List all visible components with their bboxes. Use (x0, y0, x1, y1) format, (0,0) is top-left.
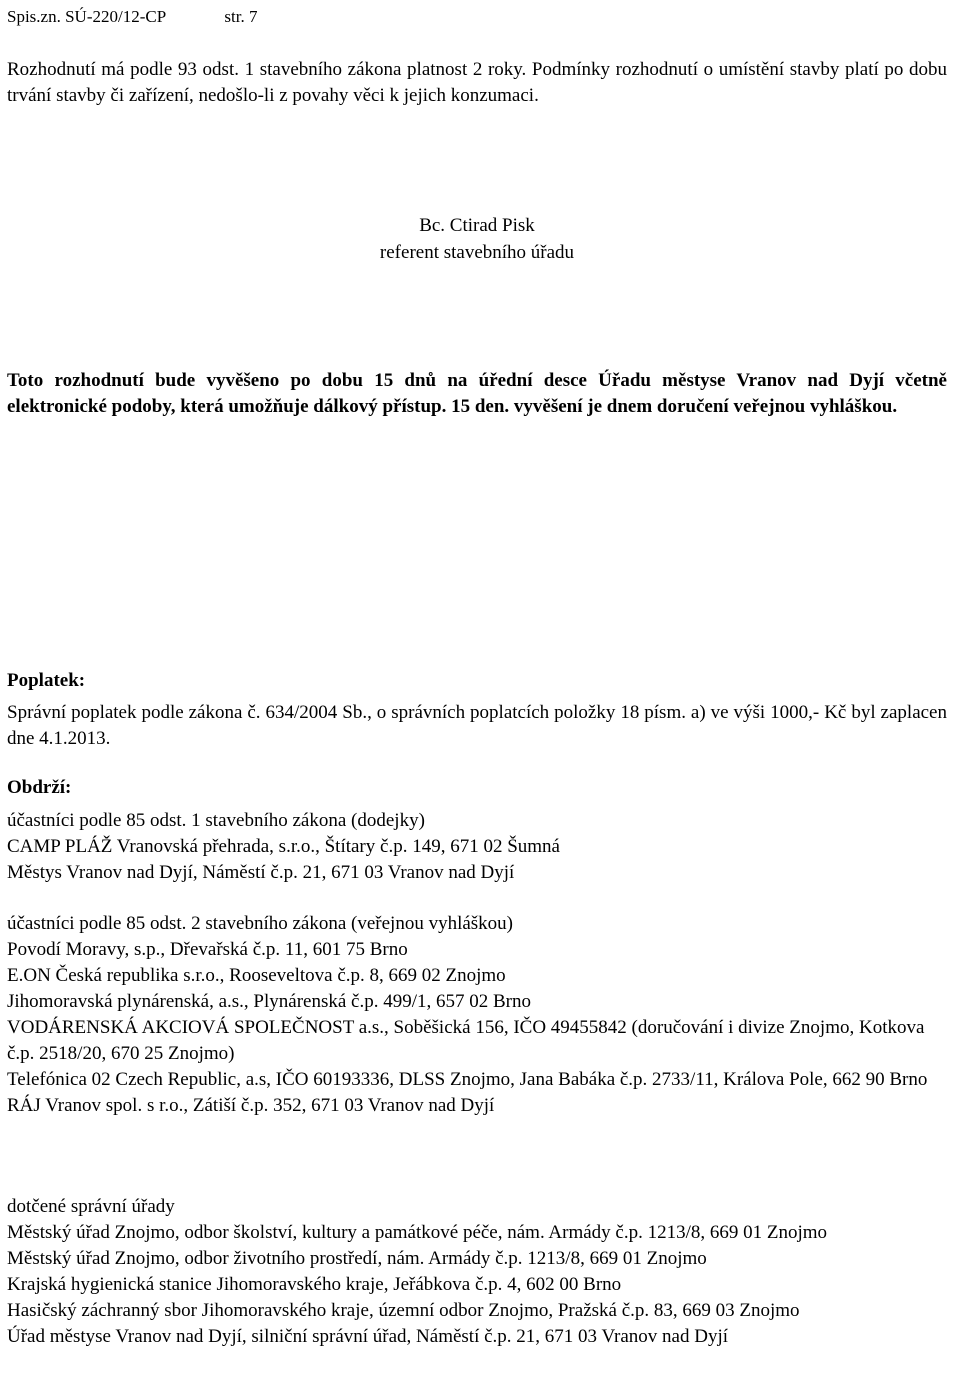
file-reference: Spis.zn. SÚ-220/12-CP (7, 7, 167, 26)
list-item: Městys Vranov nad Dyjí, Náměstí č.p. 21, 671 03 Vranov nad Dyjí (7, 862, 515, 883)
list-item: účastníci podle 85 odst. 1 stavebního zákona (dodejky) (7, 810, 425, 831)
list-item: dotčené správní úřady (7, 1196, 175, 1217)
list-item: Krajská hygienická stanice Jihomoravského kraje, Jeřábkova č.p. 4, 602 00 Brno (7, 1274, 622, 1295)
list-item: účastníci podle 85 odst. 2 stavebního zákona (veřejnou vyhláškou) (7, 913, 514, 934)
fee-heading: Poplatek: (7, 670, 86, 691)
signer-role: referent stavebního úřadu (379, 242, 575, 263)
recipients-group-authorities (7, 1194, 947, 1350)
list-item: Telefónica 02 Czech Republic, a.s, IČO 60193336, DLSS Znojmo, Jana Babáka č.p. 2733/11, Králova Pole, 662 90 Brno (7, 1069, 928, 1090)
fee-paragraph: Správní poplatek podle zákona č. 634/2004 Sb., o správních poplatcích položky 18 písm. a) ve výši 1000,- Kč byl zaplacen dne 4.1.2013. (7, 702, 947, 749)
page-number: str. 7 (224, 7, 258, 26)
recipients-heading: Obdrží: (7, 777, 72, 798)
list-item: E.ON Česká republika s.r.o., Rooseveltova č.p. 8, 669 02 Znojmo (7, 965, 506, 986)
list-item: VODÁRENSKÁ AKCIOVÁ SPOLEČNOST a.s., Soběšická 156, IČO 49455842 (doručování i divize Znojmo, Kotkova č.p. 2518/20, 670 25 Znojmo) (7, 1017, 925, 1064)
list-item: Úřad městyse Vranov nad Dyjí, silniční správní úřad, Náměstí č.p. 21, 671 03 Vranov nad Dyjí (7, 1326, 728, 1347)
list-item: CAMP PLÁŽ Vranovská přehrada, s.r.o., Štítary č.p. 149, 671 02 Šumná (7, 836, 560, 857)
list-item: Povodí Moravy, s.p., Dřevařská č.p. 11, 601 75 Brno (7, 939, 408, 960)
list-item: RÁJ Vranov spol. s r.o., Zátiší č.p. 352, 671 03 Vranov nad Dyjí (7, 1095, 495, 1116)
recipients-group-participants-85-2 (7, 911, 947, 1119)
validity-paragraph: Rozhodnutí má podle 93 odst. 1 stavebního zákona platnost 2 roky. Podmínky rozhodnutí o umístění stavby platí po dobu trvání stavby či zařízení, nedošlo-li z povahy věci k jejich konzumaci. (7, 59, 947, 106)
signature-block (7, 212, 947, 266)
list-item: Městský úřad Znojmo, odbor životního prostředí, nám. Armády č.p. 1213/8, 669 01 Znojmo (7, 1248, 707, 1269)
list-item: Městský úřad Znojmo, odbor školství, kultury a památkové péče, nám. Armády č.p. 1213/8, 669 01 Znojmo (7, 1222, 828, 1243)
list-item: Hasičský záchranný sbor Jihomoravského kraje, územní odbor Znojmo, Pražská č.p. 83, 669 03 Znojmo (7, 1300, 800, 1321)
signer-name: Bc. Ctirad Pisk (419, 215, 535, 236)
list-item: Jihomoravská plynárenská, a.s., Plynárenská č.p. 499/1, 657 02 Brno (7, 991, 531, 1012)
page-header (7, 4, 257, 30)
publication-notice: Toto rozhodnutí bude vyvěšeno po dobu 15 dnů na úřední desce Úřadu městyse Vranov nad Dyjí včetně elektronické podoby, která umožňuje dálkový přístup. 15 den. vyvěšení je dnem doručení veřejnou vyhláškou. (7, 370, 947, 417)
recipients-group-participants-85-1 (7, 808, 947, 886)
